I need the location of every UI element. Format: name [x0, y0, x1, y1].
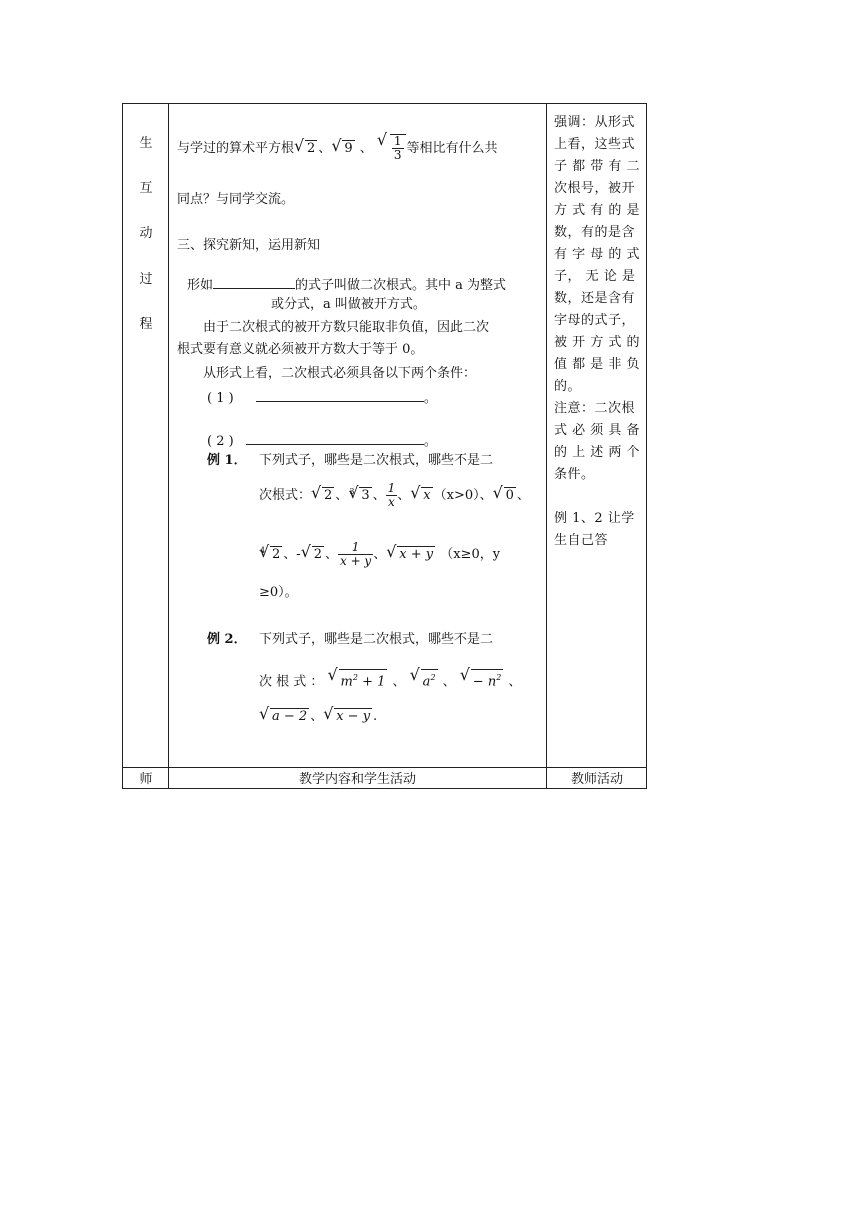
example-text: （x>0）、 [433, 488, 493, 503]
footer-left: 师 [139, 772, 153, 787]
sqrt-x: √ x [411, 487, 432, 505]
definition-line-2: 或分式，a 叫做被开方式。 [271, 297, 426, 312]
frac-1-over-x-plus-y: $\frac{1}{x + y}$ [339, 540, 372, 568]
sqrt-2: √ 2 [302, 546, 324, 564]
note-line: 被 开 方 式 的 [554, 335, 641, 350]
sqrt-neg-n2: √ − $n^2$ [461, 669, 504, 691]
paragraph-line: 由于二次根式的被开方数只能取非负值，因此二次 [203, 320, 490, 335]
example-1-label: 例 1． [207, 453, 247, 468]
example-1-expressions: 次根式：√ 2 、 √ 3 3 、 $\frac{1}{x}$ 、√ x （x>0）、√ 0 、 [259, 482, 530, 509]
sqrt-one-third: √ $\frac{1}{3}$ [378, 134, 406, 162]
paragraph-line: 从形式上看，二次根式必须具备以下两个条件： [203, 366, 477, 381]
sqrt-x-plus-y: √ x + y [387, 546, 435, 564]
footer-right: 教师活动 [570, 772, 623, 787]
sqrt-m2-plus-1: √ $m^2 + 1$ [329, 669, 388, 691]
side-char: 互 [139, 181, 153, 196]
period: 。 [423, 434, 437, 449]
note-line: 子， 无 论 是 [554, 269, 636, 284]
separator: 、 [359, 141, 373, 156]
intro-text: 等相比有什么共 [406, 141, 498, 156]
note-line: 字母的式子， [554, 313, 636, 328]
cbrt-3: √ 3 3 [349, 487, 371, 505]
note-line: 有 字 母 的 式 [554, 247, 641, 262]
note-line: 的。 [554, 379, 582, 394]
row-divider [123, 767, 646, 768]
paragraph-line: 根式要有意义就必须被开方数大于等于 0。 [177, 342, 424, 357]
condition-label: ( 2 ) [207, 434, 234, 449]
condition-2 [207, 430, 437, 451]
note-line: 数，还是含有 [554, 291, 636, 306]
note-line: 生自己答 [554, 533, 609, 548]
intro-line [177, 134, 498, 162]
note-line: 的 上 述 两 个 [554, 445, 641, 460]
example-text: 次根式： [259, 488, 312, 503]
side-char: 生 [139, 136, 153, 151]
sqrt-2: √ 2 [295, 140, 317, 158]
intro-text: 与学过的算术平方根 [177, 141, 295, 156]
period: . [373, 709, 378, 724]
sqrt-a-minus-2: √ a − 2 [260, 708, 309, 726]
side-char: 程 [139, 317, 153, 332]
sqrt-2: √ 2 [312, 487, 334, 505]
sqrt-0: √ 0 [494, 487, 516, 505]
note-line: 子 都 带 有 二 [554, 159, 641, 174]
note-line: 值 都 是 非 负 [554, 357, 641, 372]
separator: 、 [318, 141, 332, 156]
fill-blank[interactable] [256, 387, 424, 402]
example-2-expressions-2: √ a − 2 、√ x − y . [259, 708, 377, 726]
example-1-end: ≥0）。 [259, 585, 298, 600]
definition-text: 的式子叫做二次根式。其中 a 为整式 [295, 278, 507, 293]
period: 。 [423, 391, 437, 406]
note-line: 条件。 [554, 467, 595, 482]
condition-label: ( 1 ) [207, 391, 234, 406]
note-line: 次根号，被开 [554, 181, 636, 196]
footer-center: 教学内容和学生活动 [298, 772, 416, 787]
fourth-root-2: √ 4 2 [260, 546, 282, 564]
section-heading: 三、探究新知，运用新知 [177, 238, 321, 253]
fill-blank[interactable] [246, 430, 424, 445]
side-char: 动 [139, 226, 153, 241]
column-divider [546, 104, 547, 788]
example-text: （x≥0，y [440, 547, 501, 562]
definition-text: 形如 [187, 278, 214, 293]
note-line: 方 式 有 的 是 [554, 203, 641, 218]
note-line: 例 1、2 让学 [554, 511, 635, 526]
note-line: 上看，这些式 [554, 137, 636, 152]
sqrt-x-minus-y: √ x − y [324, 708, 372, 726]
note-line: 注意：二次根 [554, 401, 636, 416]
example-1-expressions-2: √ 4 2 、-√ 2 、 $\frac{1}{x + y}$ 、√ x + y （x≥0，y [259, 541, 500, 568]
example-text: 次 根 式 ： [259, 674, 324, 690]
note-line: 强调：从形式 [554, 115, 636, 130]
lesson-table [122, 103, 647, 789]
example-1-text: 下列式子，哪些是二次根式，哪些不是二 [259, 453, 494, 468]
sqrt-9: √ 9 [332, 140, 354, 158]
sqrt-a2: √ $a^2$ [411, 669, 438, 691]
column-divider [168, 104, 169, 788]
example-2-text: 下列式子，哪些是二次根式，哪些不是二 [259, 632, 494, 647]
note-line: 数，有的是含 [554, 225, 636, 240]
frac-1-over-x: $\frac{1}{x}$ [387, 481, 396, 509]
definition-line [187, 274, 506, 295]
intro-line-2: 同点？与同学交流。 [177, 192, 295, 207]
note-line: 式 必 须 具 备 [554, 423, 641, 438]
example-2-expressions: 次 根 式 ： √ $m^2 + 1$ 、 √ $a^2$ 、 √ − $n^2$ 、 [259, 669, 521, 691]
condition-1 [207, 387, 437, 408]
fill-blank[interactable] [213, 274, 295, 289]
side-char: 过 [139, 272, 153, 287]
example-2-label: 例 2． [207, 632, 247, 647]
